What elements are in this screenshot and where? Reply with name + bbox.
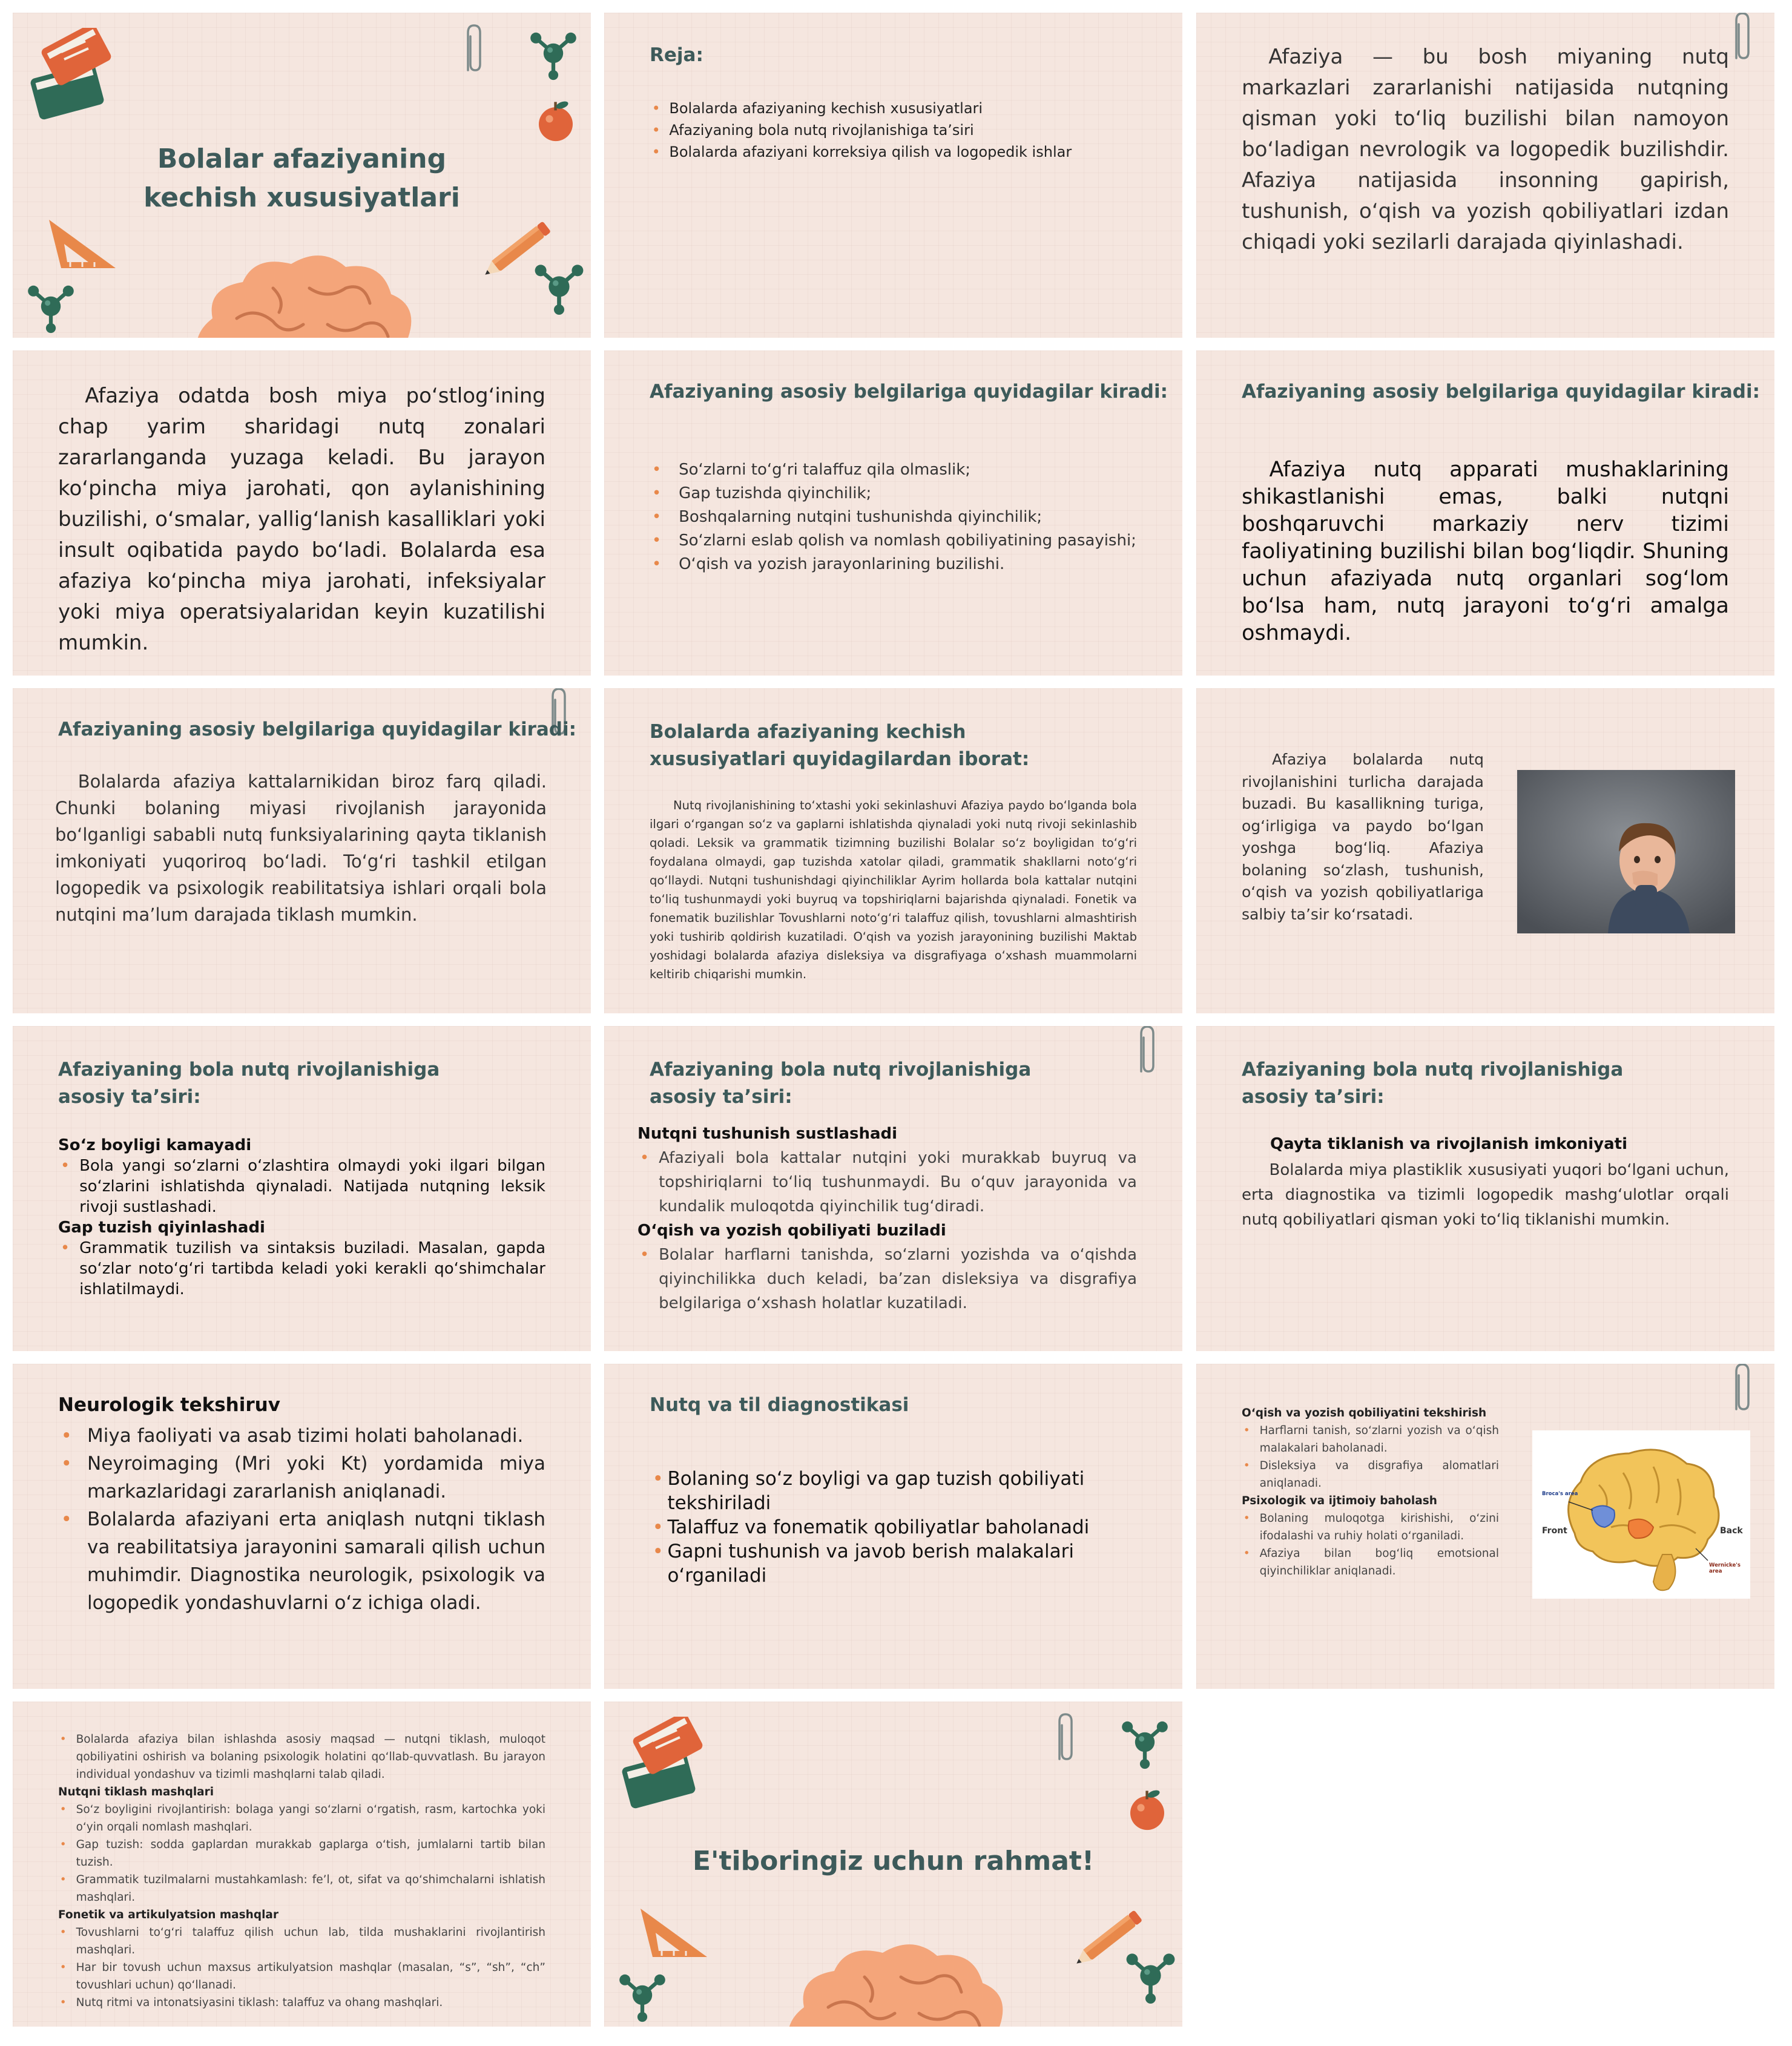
plan-list: [650, 97, 1072, 163]
molecule-icon: [530, 258, 588, 315]
effect-content: [58, 1135, 545, 1300]
definition-text: Afaziya — bu bosh miyaning nutq markazlari zararlanishi natijasida nutqning qisman yoki to‘liq buzilishi bilan namoyon bo‘ladigan nevrologik va logopedik buzilishdir. Afaziya natijasida insonning gapirish, tushunish, o‘qish va yozish qobiliyatlari izdan chiqadi yoki sezilarli darajada qiyinlashadi.: [1242, 45, 1729, 254]
slide-heading: Bolalarda afaziyaning kechish xususiyatlari quyidagilardan iborat:: [650, 721, 1030, 770]
effect-subheading: Gap tuzish qiyinlashadi: [58, 1219, 265, 1237]
impact-text: Afaziya bolalarda nutq rivojlanishini turlicha darajada buzadi. Bu kasallikning turiga, og‘irligiga va paydo bo‘lgan yoshga bog‘liq. Afaziya bolaning so‘zlash, tushunish, o‘qish va yozish qobiliyatlariga salbiy ta’sir ko‘rsatadi.: [1242, 751, 1484, 923]
slide-heading: Afaziyaning bola nutq rivojlanishiga asosiy ta’siri:: [58, 1059, 440, 1108]
molecule-icon: [526, 26, 581, 81]
neuro-item: • Bolalarda afaziyani erta aniqlash nutqni tiklash va reabilitatsiya jarayonini samarali qilish uchun muhimdir. Diagnostika neurologik, psixologik va logopedik yondashuvlarni o‘z ichiga oladi.: [58, 1505, 545, 1617]
exercise-item: • Nutq ritmi va intonatsiyasini tiklash: talaffuz va ohang mashqlari.: [58, 1994, 545, 2011]
paperclip-icon: [461, 22, 485, 76]
assessment-item: • Disleksiya va disgrafiya alomatlari aniqlanadi.: [1242, 1457, 1499, 1492]
brain-diagram: [1532, 1430, 1750, 1599]
diagnostics-item: • Gapni tushunish va javob berish malakalari o‘rganiladi: [650, 1539, 1098, 1588]
diagnostics-item: • Bolaning so‘z boyligi va gap tuzish qobiliyati tekshiriladi: [650, 1467, 1098, 1515]
wernicke-label: Wernicke's area: [1709, 1562, 1741, 1574]
plan-item: • Bolalarda afaziyani korreksiya qilish va logopedik ishlar: [650, 141, 1072, 163]
effect-content: [637, 1122, 1137, 1315]
slide-heading: Afaziyaning asosiy belgilariga quyidagilar kiradi:: [650, 381, 1168, 403]
assessment-item: • Bolaning muloqotga kirishishi, o‘zini ifodalashi va ruhiy holati o‘rganiladi.: [1242, 1510, 1499, 1545]
symptom-item: • So‘zlarni to‘g‘ri talaffuz qila olmaslik;: [650, 458, 1137, 482]
symptom-item: • So‘zlarni eslab qolish va nomlash qobiliyatining pasayishi;: [650, 529, 1137, 553]
slide-reading-psych: [1196, 1364, 1774, 1689]
neuro-item: • Neyroimaging (Mri yoki Kt) yordamida miya markazlaridagi zararlanish aniqlanadi.: [58, 1450, 545, 1505]
children-text: Bolalarda afaziya kattalarnikidan biroz farq qiladi. Chunki bolaning miyasi rivojlanish jarayonida bo‘lganligi sababli nutq funksiyalarining qayta tiklanish imkoniyati yuqoriroq bo‘ladi. To‘g‘ri tashkil etilgan logopedik va psixologik reabilitatsiya ishlari orqali bola nutqini ma’lum darajada tiklash mumkin.: [55, 771, 547, 925]
molecule-icon: [1118, 1715, 1172, 1769]
plan-item: • Afaziyaning bola nutq rivojlanishiga ta’siri: [650, 119, 1072, 141]
slide-correction-exercises: [13, 1702, 591, 2027]
exercises-intro: • Bolalarda afaziya bilan ishlashda asosiy maqsad — nutqni tiklash, muloqot qobiliyatini oshirish va bolaning psixologik holatini qo‘llab-quvvatlash. Bu jarayon individual yondashuv va tizimli mashqlarni talab qiladi.: [58, 1731, 545, 1783]
front-label: Front: [1542, 1526, 1567, 1536]
slide-causes: [13, 350, 591, 676]
slide-definition: [1196, 13, 1774, 338]
neuro-item: • Miya faoliyati va asab tizimi holati baholanadi.: [58, 1422, 545, 1450]
slide-symptoms-2: [1196, 350, 1774, 676]
effect-item: • Bola yangi so‘zlarni o‘zlashtira olmaydi yoki ilgari bilgan so‘zlarini ishlatishda qiynaladi. Natijada nutqning leksik rivoji sustlashadi.: [58, 1156, 545, 1217]
assessment-content: [1242, 1404, 1499, 1580]
brain-icon: [182, 246, 424, 338]
slide-title: [13, 13, 591, 338]
exercise-item: • Gap tuzish: sodda gaplardan murakkab gaplarga o‘tish, jumlalarni tartib bilan tuzish.: [58, 1836, 545, 1871]
slide-thanks: [604, 1702, 1182, 2027]
apple-icon: [535, 96, 577, 145]
causes-text: Afaziya odatda bosh miya po‘stlog‘ining chap yarim sharidagi nutq zonalari zararlanganda yuzaga keladi. Bu jarayon ko‘pincha miya jarohati, qon aylanishining buzilishi, o‘smalar, yallig‘lanish kasalliklari yoki insult oqibatida paydo bo‘ladi. Bolalarda esa afaziya ko‘pincha miya jarohati, infeksiyalar yoki miya operatsiyalaridan keyin kuzatilishi mumkin.: [58, 384, 545, 655]
exercise-item: • So‘z boyligini rivojlantirish: bolaga yangi so‘zlarni o‘rgatish, rasm, kartochka yoki o‘yin orqali nomlash mashqlari.: [58, 1801, 545, 1836]
slide-heading: Afaziyaning asosiy belgilariga quyidagilar kiradi:: [1242, 381, 1761, 403]
exercise-item: • Tovushlarni to‘g‘ri talaffuz qilish uchun lab, tilda mushaklarini rivojlantirish mashqlari.: [58, 1924, 545, 1959]
assessment-subheading: O‘qish va yozish qobiliyatini tekshirish: [1242, 1407, 1487, 1419]
slide-effect-1: [13, 1026, 591, 1351]
diagnostics-list: [650, 1467, 1098, 1588]
thanks-title: E'tiboringiz uchun rahmat!: [692, 1846, 1095, 1877]
apple-icon: [1126, 1785, 1168, 1834]
exercise-item: • Grammatik tuzilmalarni mustahkamlash: fe’l, ot, sifat va qo‘shimchalarni ishlatish mashqlari.: [58, 1871, 545, 1906]
slide-speech-diagnostics: [604, 1364, 1182, 1689]
effect-subheading: Nutqni tushunish sustlashadi: [637, 1125, 898, 1143]
assessment-item: • Harflarni tanish, so‘zlarni yozish va o‘qish malakalari baholanadi.: [1242, 1422, 1499, 1457]
child-photo: [1517, 770, 1735, 933]
plan-item: • Bolalarda afaziyaning kechish xususiyatlari: [650, 97, 1072, 119]
assessment-item: • Afaziya bilan bog‘liq emotsional qiyinchiliklar aniqlanadi.: [1242, 1545, 1499, 1580]
slide-effect-3: [1196, 1026, 1774, 1351]
assessment-subheading: Psixologik va ijtimoiy baholash: [1242, 1495, 1437, 1507]
slide-heading: Neurologik tekshiruv: [58, 1394, 280, 1416]
exercise-item: • Har bir tovush uchun maxsus artikulyatsion mashqlar (masalan, “s”, “sh”, “ch” tovushlari uchun) qo‘llanadi.: [58, 1959, 545, 1994]
symptom-item: • O‘qish va yozish jarayonlarining buzilishi.: [650, 553, 1137, 576]
slide-course-features: [604, 688, 1182, 1013]
paperclip-icon: [1729, 13, 1753, 64]
books-icon: [619, 1717, 704, 1814]
slide-plan: [604, 13, 1182, 338]
slide-neuro-exam: [13, 1364, 591, 1689]
triangle-ruler-icon: [634, 1890, 719, 1963]
symptoms-text: Afaziya nutq apparati mushaklarining shikastlanishi emas, balki nutqni boshqaruvchi markaziy nerv tizimi faoliyatining buzilishi bilan bog‘liqdir. Shuning uchun afaziyada nutq organlari sog‘lom bo‘lsa ham, nutq jarayoni to‘g‘ri amalga oshmaydi.: [1242, 458, 1729, 645]
broca-label: Broca's area: [1542, 1491, 1578, 1497]
brain-icon: [774, 1935, 1016, 2027]
recovery-text: Bolalarda miya plastiklik xususiyati yuqori bo‘lgani uchun, erta diagnostika va tizimli logopedik mashg‘ulotlar orqali nutq qobiliyatlari qisman yoki to‘liq tiklanishi mumkin.: [1242, 1161, 1729, 1229]
molecule-icon: [615, 1968, 670, 2022]
slide-effect-2: [604, 1026, 1182, 1351]
slide-heading: Afaziyaning asosiy belgilariga quyidagilar kiradi:: [58, 719, 577, 740]
slide-heading: Reja:: [650, 44, 703, 66]
paperclip-icon: [1134, 1026, 1158, 1077]
molecule-icon: [24, 279, 78, 334]
symptom-item: • Boshqalarning nutqini tushunishda qiyinchilik;: [650, 505, 1137, 529]
slide-heading: Nutq va til diagnostikasi: [650, 1394, 909, 1416]
effect-item: • Grammatik tuzilish va sintaksis buziladi. Masalan, gapda so‘zlar noto‘g‘ri tartibda keladi yoki kerakli qo‘shimchalar ishlatilmaydi.: [58, 1238, 545, 1300]
effect-item: • Afaziyali bola kattalar nutqini yoki murakkab buyruq va topshiriqlarni to‘liq tushunmaydi. Bu o‘quv jarayonida va kundalik muloqotda qiyinchilik tug‘diradi.: [637, 1146, 1137, 1219]
effect-subheading: So‘z boyligi kamayadi: [58, 1136, 252, 1154]
diagnostics-item: • Talaffuz va fonematik qobiliyatlar baholanadi: [650, 1515, 1098, 1539]
paperclip-icon: [1052, 1711, 1076, 1765]
exercises-subheading: Nutqni tiklash mashqlari: [58, 1786, 214, 1798]
slide-heading: Afaziyaning bola nutq rivojlanishiga asosiy ta’siri:: [650, 1059, 1032, 1108]
slide-impact-photo: [1196, 688, 1774, 1013]
symptom-item: • Gap tuzishda qiyinchilik;: [650, 482, 1137, 505]
exercises-content: [58, 1731, 545, 2011]
molecule-icon: [1122, 1947, 1179, 2004]
neuro-list: [58, 1422, 545, 1617]
paperclip-icon: [1729, 1364, 1753, 1415]
books-icon: [28, 28, 113, 125]
course-text: Nutq rivojlanishining to‘xtashi yoki sekinlashuvi Afaziya paydo bo‘lganda bola ilgari o‘rgangan so‘z va gaplarni ishlatishda qiynaladi yoki nutq rivoji sekinlashib qoladi. Leksik va grammatik tizimning buzilishi Bolalar so‘z boyligidan to‘g‘ri foydalana olmaydi, gap tuzishda xatolar qiladi, grammatik shakllarni noto‘g‘ri qo‘llaydi. Nutqni tushunishdagi qiyinchiliklar Ayrim hollarda bola kattalar nutqini to‘liq tushunmaydi yoki buyruq va topshiriqlarni bajarishda qiynaladi. Fonetik va fonematik buzilishlar Tovushlarni noto‘g‘ri talaffuz qilish, tovushlarni almashtirish yoki tushirib qoldirish kuzatiladi. O‘qish va yozish jarayonining buzilishi Maktab yoshidagi bolalarda afaziya disleksiya va disgrafiyaga o‘xshash muammolarni keltirib chiqarishi mumkin.: [650, 798, 1137, 981]
slide-heading: Afaziyaning bola nutq rivojlanishiga asosiy ta’siri:: [1242, 1059, 1624, 1108]
symptom-list: [650, 458, 1137, 576]
exercises-subheading: Fonetik va artikulyatsion mashqlar: [58, 1909, 279, 1921]
effect-subheading: O‘qish va yozish qobiliyati buziladi: [637, 1222, 946, 1240]
slide-children-aphasia: [13, 688, 591, 1013]
back-label: Back: [1720, 1526, 1743, 1536]
presentation-title: Bolalar afaziyaning kechish xususiyatlari: [143, 143, 460, 213]
effect-item: • Bolalar harflarni tanishda, so‘zlarni yozishda va o‘qishda qiyinchilikka duch keladi, ba’zan disleksiya va disgrafiya belgilariga o‘xshash holatlar kuzatiladi.: [637, 1243, 1137, 1315]
slide-symptoms: [604, 350, 1182, 676]
recovery-subheading: Qayta tiklanish va rivojlanish imkoniyati: [1270, 1135, 1628, 1153]
